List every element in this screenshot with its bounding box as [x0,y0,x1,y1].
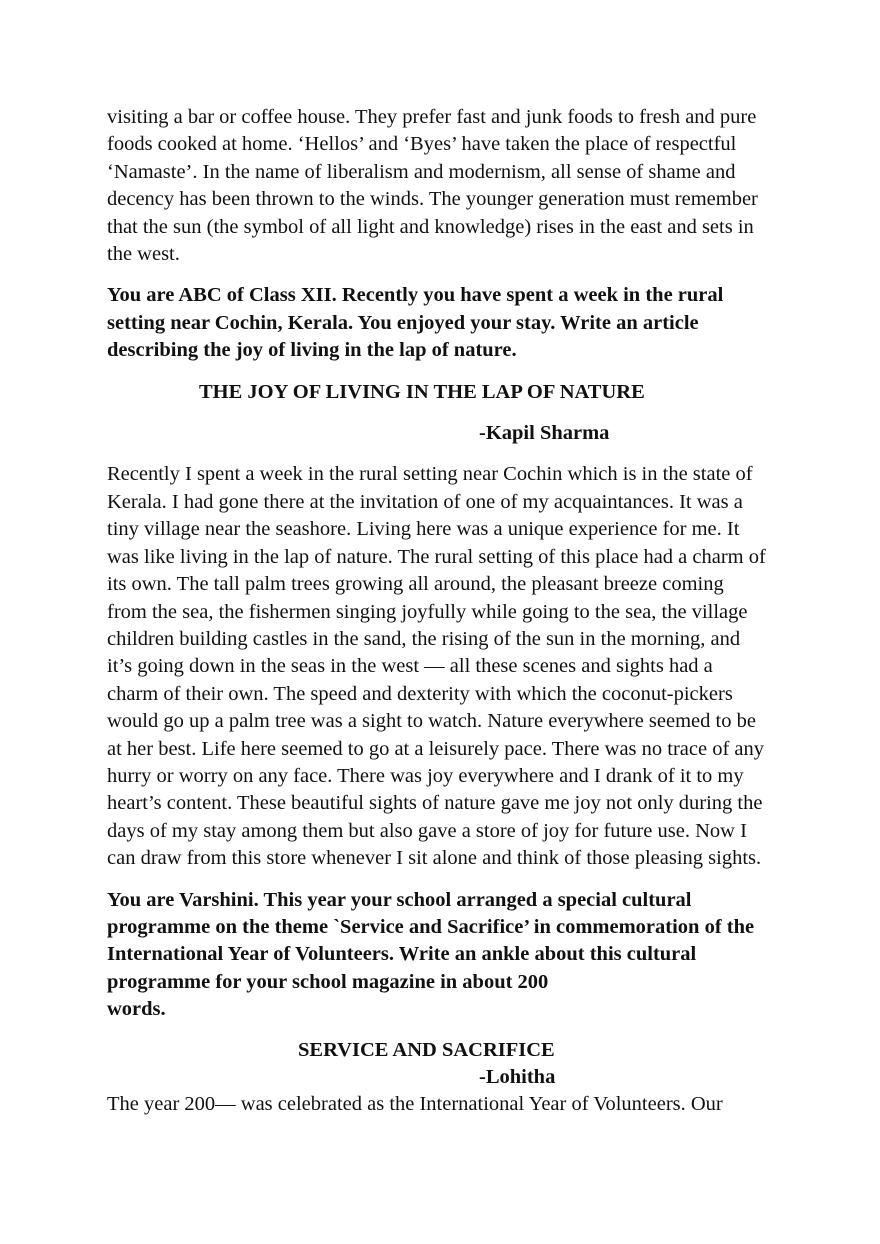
text-line: decency has been thrown to the winds. The younger generation must remember [107,188,758,211]
text-line: that the sun (the symbol of all light and knowledge) rises in the east and sets in [107,215,754,238]
text-line: visiting a bar or coffee house. They prefer fast and junk foods to fresh and pure [107,106,757,128]
text-line: days of my stay among them but also gave a store of joy for future use. Now I [107,819,747,842]
question-line: words. [107,998,166,1021]
text-line: hurry or worry on any face. There was joy everywhere and I drank of it to my [107,764,744,787]
text-line: charm of their own. The speed and dexterity with which the coconut-pickers [107,682,733,705]
question-line: programme for your school magazine in about 200 [107,970,549,993]
text-line: The year 200— was celebrated as the International Year of Volunteers. Our [107,1093,723,1116]
intro-paragraph [107,104,783,268]
document-page [107,104,783,1119]
question-line: programme on the theme `Service and Sacrifice’ in commemoration of the [107,915,755,938]
article-1-title: THE JOY OF LIVING IN THE LAP OF NATURE [199,380,645,403]
text-line: children building castles in the sand, the rising of the sun in the morning, and [107,627,741,650]
text-line: tiny village near the seashore. Living here was a unique experience for me. It [107,518,740,541]
text-line: would go up a palm tree was a sight to watch. Nature everywhere seemed to be [107,710,756,733]
question-line: You are Varshini. This year your school arranged a special cultural [107,888,692,911]
text-line: it’s going down in the seas in the west — all these scenes and sights had a [107,655,713,678]
text-line: heart’s content. These beautiful sights of nature gave me joy not only during the [107,792,763,815]
question-1 [107,282,783,364]
article-2-author: -Lohitha [479,1066,556,1088]
article-2-title: SERVICE AND SACRIFICE [298,1038,555,1061]
text-line: was like living in the lap of nature. The rural setting of this place had a charm of [107,545,766,568]
text-line: Kerala. I had gone there at the invitation of one of my acquaintances. It was a [107,490,743,513]
text-line: ‘Namaste’. In the name of liberalism and modernism, all sense of shame and [107,160,736,183]
text-line: Recently I spent a week in the rural setting near Cochin which is in the state of [107,463,753,486]
text-line: can draw from this store whenever I sit alone and think of those pleasing sights. [107,847,762,870]
question-line: You are ABC of Class XII. Recently you have spent a week in the rural [107,284,724,307]
question-line: setting near Cochin, Kerala. You enjoyed your stay. Write an article [107,311,699,334]
article-1-author: -Kapil Sharma [479,422,610,445]
text-line: its own. The tall palm trees growing all around, the pleasant breeze coming [107,573,724,596]
article-1-body [107,461,783,872]
question-line: describing the joy of living in the lap of nature. [107,339,517,362]
text-line: foods cooked at home. ‘Hellos’ and ‘Byes’ have taken the place of respectful [107,133,737,156]
question-2 [107,887,783,1024]
text-line: from the sea, the fishermen singing joyfully while going to the sea, the village [107,600,748,623]
text-line: at her best. Life here seemed to go at a leisurely pace. There was no trace of any [107,737,765,760]
text-line: the west. [107,243,180,266]
article-2-body [107,1091,783,1118]
question-line: International Year of Volunteers. Write an ankle about this cultural [107,943,697,966]
